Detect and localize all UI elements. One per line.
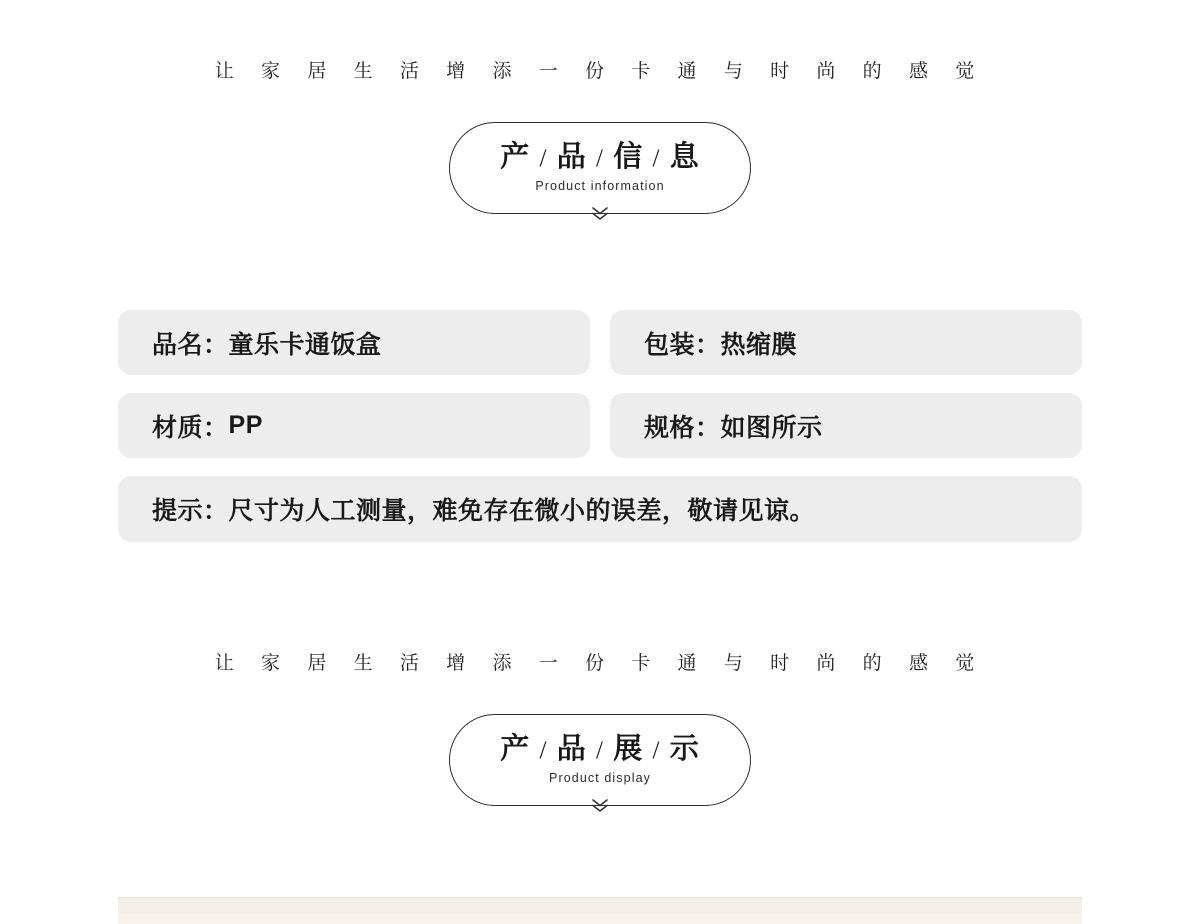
title-separator-icon: /: [645, 145, 668, 172]
spec-label: 包装：: [644, 330, 721, 359]
spec-value: 童乐卡通饭盒: [228, 330, 382, 359]
title-separator-icon: /: [532, 737, 555, 764]
page-margin-left: [0, 898, 118, 924]
tagline-top: 让 家 居 生 活 增 添 一 份 卡 通 与 时 尚 的 感 觉: [214, 61, 986, 82]
section-title-en: Product display: [549, 771, 651, 785]
tagline-bottom-container: [0, 648, 1200, 675]
page-margin-right: [1082, 898, 1200, 924]
section-title-cn-char-4: 息: [669, 141, 700, 173]
title-separator-icon: /: [588, 145, 612, 172]
spec-cell-note: [118, 476, 1082, 542]
section-title-cn-char-2: 品: [556, 141, 587, 173]
spec-table: [118, 310, 1082, 560]
spec-value: 尺寸为人工测量，难免存在微小的误差，敬请见谅。: [228, 497, 816, 525]
spec-value: 热缩膜: [720, 330, 798, 359]
spec-label: 材质：: [152, 413, 229, 442]
section-title-cn-char-1: 产: [500, 733, 531, 765]
spec-cell-specification: [610, 393, 1082, 458]
section-badge-product-display: [449, 714, 751, 806]
product-photo-strip: [0, 898, 1200, 924]
spec-row-note: [118, 476, 1082, 542]
chevron-double-down-icon: [590, 206, 610, 225]
spec-cell-material: [118, 393, 590, 458]
spec-label: 规格：: [644, 413, 721, 442]
spec-label: 品名：: [152, 330, 229, 359]
section-badge-product-display-container: [0, 714, 1200, 806]
spec-value: 如图所示: [720, 413, 823, 442]
section-badge-product-information-container: [0, 122, 1200, 214]
product-photo-preview: [118, 897, 1082, 924]
section-title-cn-char-3: 展: [613, 733, 644, 765]
section-title-cn-char-1: 产: [500, 141, 531, 173]
title-separator-icon: /: [532, 145, 555, 172]
section-title-cn-char-4: 示: [669, 733, 700, 765]
spec-cell-packaging: [610, 310, 1082, 375]
spec-cell-product-name: [118, 310, 590, 375]
tagline-top-container: [0, 56, 1200, 83]
section-title-en: Product information: [535, 179, 665, 193]
spec-row: [118, 310, 1082, 375]
spec-value: PP: [228, 411, 263, 439]
chevron-double-down-icon: [590, 798, 610, 817]
title-separator-icon: /: [645, 737, 668, 764]
section-badge-product-information: [449, 122, 751, 214]
section-title-cn-char-2: 品: [556, 733, 587, 765]
spec-row: [118, 393, 1082, 458]
section-title-cn-char-3: 信: [613, 141, 644, 173]
tagline-bottom: 让 家 居 生 活 增 添 一 份 卡 通 与 时 尚 的 感 觉: [214, 653, 986, 674]
spec-label: 提示：: [152, 497, 229, 525]
section-title-cn: [500, 735, 699, 764]
section-title-cn: [500, 143, 699, 172]
title-separator-icon: /: [588, 737, 612, 764]
